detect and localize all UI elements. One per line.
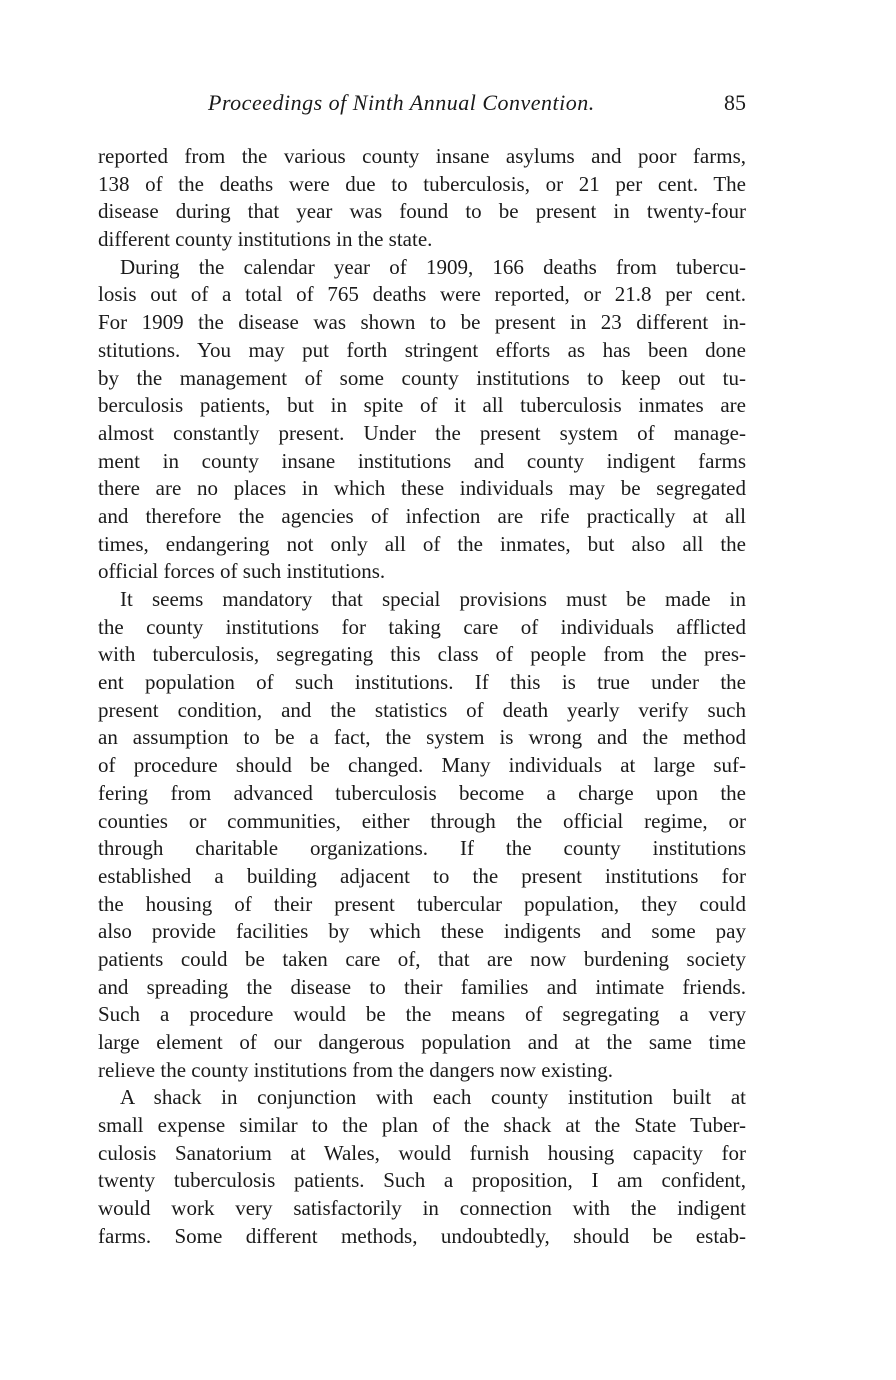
text-line: ent population of such institutions. If this is true under the — [98, 670, 746, 695]
text-line: an assumption to be a fact, the system is wrong and the method — [98, 725, 746, 750]
running-header — [98, 88, 746, 118]
text-line: the housing of their present tubercular population, they could — [98, 891, 746, 916]
text-line: It seems mandatory that special provisions must be made in — [120, 587, 746, 611]
text-line: with tuberculosis, segregating this class of people from the pres- — [98, 642, 746, 667]
text-line: ment in county insane institutions and county indigent farms — [98, 448, 746, 473]
text-line: the county institutions for taking care of individuals afflicted — [98, 614, 746, 639]
text-line: would work very satisfactorily in connection with the indigent — [98, 1196, 746, 1221]
text-line: through charitable organizations. If the county institutions — [98, 836, 746, 861]
text-line: and spreading the disease to their families and intimate friends. — [98, 974, 746, 999]
text-line: relieve the county institutions from the dangers now existing. — [98, 1057, 613, 1082]
text-line: twenty tuberculosis patients. Such a proposition, I am confident, — [98, 1168, 746, 1193]
text-line: almost constantly present. Under the present system of manage- — [98, 420, 746, 445]
text-line: A shack in conjunction with each county institution built at — [120, 1085, 746, 1110]
body-text — [98, 143, 746, 1251]
text-line: different county institutions in the state. — [98, 227, 433, 252]
text-line: there are no places in which these individuals may be segregated — [98, 476, 746, 501]
text-line: times, endangering not only all of the inmates, but also all the — [98, 531, 746, 556]
running-title: Proceedings of Ninth Annual Convention. — [208, 90, 595, 115]
text-line: of procedure should be changed. Many individuals at large suf- — [98, 753, 746, 778]
text-line: disease during that year was found to be present in twenty-four — [98, 199, 746, 224]
text-line: established a building adjacent to the present institutions for — [98, 863, 746, 888]
paragraph — [98, 1084, 746, 1250]
paragraph — [98, 143, 746, 254]
text-line: fering from advanced tuberculosis become a charge upon the — [98, 780, 746, 805]
text-line: culosis Sanatorium at Wales, would furnish housing capacity for — [98, 1140, 746, 1165]
text-line: For 1909 the disease was shown to be present in 23 different in- — [98, 310, 746, 335]
text-line: large element of our dangerous population and at the same time — [98, 1030, 746, 1054]
text-line: counties or communities, either through the official regime, or — [98, 808, 746, 833]
paragraph — [98, 254, 746, 586]
text-line: reported from the various county insane asylums and poor farms, — [98, 144, 746, 168]
text-line: patients could be taken care of, that are now burdening society — [98, 946, 746, 971]
text-line: During the calendar year of 1909, 166 deaths from tubercu- — [120, 254, 746, 279]
text-line: present condition, and the statistics of death yearly verify such — [98, 697, 746, 722]
paragraph — [98, 586, 746, 1084]
text-line: losis out of a total of 765 deaths were reported, or 21.8 per cent. — [98, 282, 746, 307]
text-line: Such a procedure would be the means of segregating a very — [98, 1002, 746, 1027]
text-line: official forces of such institutions. — [98, 559, 386, 584]
text-line: and therefore the agencies of infection are rife practically at all — [98, 503, 746, 528]
text-line: berculosis patients, but in spite of it all tuberculosis inmates are — [98, 393, 746, 418]
text-line: stitutions. You may put forth stringent efforts as has been done — [98, 337, 746, 362]
text-line: farms. Some different methods, undoubtedly, should be estab- — [98, 1223, 746, 1248]
page-number: 85 — [724, 90, 746, 115]
text-line: 138 of the deaths were due to tuberculosis, or 21 per cent. The — [98, 171, 746, 196]
text-line: by the management of some county institutions to keep out tu- — [98, 365, 746, 390]
text-line: small expense similar to the plan of the shack at the State Tuber- — [98, 1113, 746, 1138]
text-line: also provide facilities by which these indigents and some pay — [98, 919, 746, 944]
